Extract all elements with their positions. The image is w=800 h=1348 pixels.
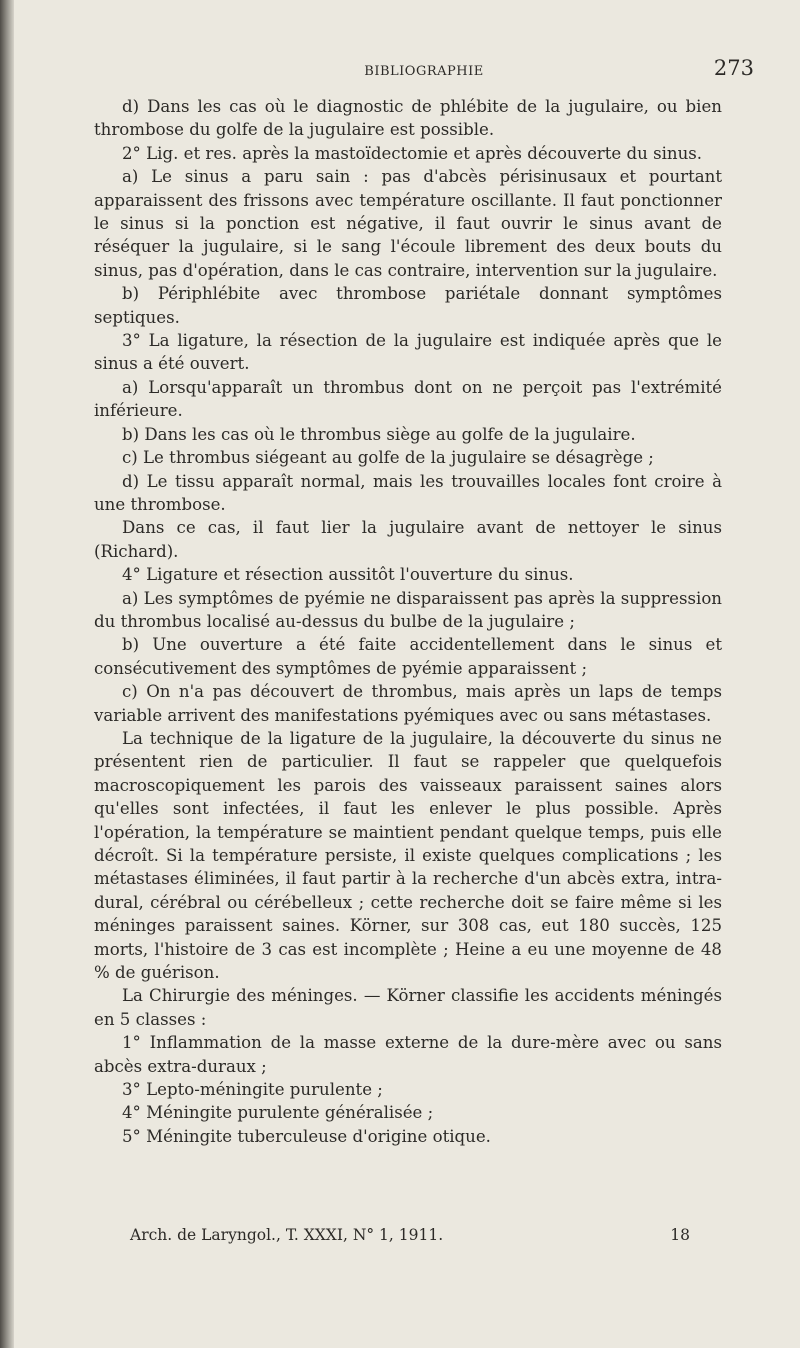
paragraph-a-sinus-healthy: a) Le sinus a paru sain : pas d'abcès périsinusaux et pourtant apparaissent des frissons avec température oscillante. Il faut ponctionner le sinus si la ponction est négative, il faut ouvrir le sinus avant de réséquer la jugulaire, si le sang l'écoule librement des deux bouts du sinus, pas d'opération, dans le cas contraire, intervention sur la jugulaire.: [94, 167, 722, 280]
list-item-1-inflammation: 1° Inflammation de la masse externe de la dure-mère avec ou sans abcès extra-duraux ;: [94, 1033, 722, 1076]
paragraph-a-pyemia-persist: a) Les symptômes de pyémie ne disparaissent pas après la suppression du thrombus localisé au-dessus du bulbe de la jugulaire ;: [94, 588, 722, 631]
paragraph-b-periphlebitis: b) Périphlébite avec thrombose pariétale donnant symptômes septiques.: [94, 284, 722, 327]
paragraph-d-diagnostic: d) Dans les cas où le diagnostic de phlébite de la jugulaire, ou bien thrombose du golfe de la jugulaire est possible.: [94, 97, 722, 140]
page-footer: [130, 1226, 690, 1244]
paragraph-b-thrombus-golfe: b) Dans les cas où le thrombus siège au golfe de la jugulaire.: [122, 424, 636, 444]
paragraph-c-thrombus-desagrege: c) Le thrombus siégeant au golfe de la jugulaire se désagrège ;: [122, 448, 654, 468]
book-spine-shadow: [0, 0, 14, 1348]
journal-citation: Arch. de Laryngol., T. XXXI, N° 1, 1911.: [130, 1226, 444, 1244]
page-header: [94, 56, 754, 86]
running-head: BIBLIOGRAPHIE: [364, 64, 484, 79]
signature-mark: 18: [670, 1226, 690, 1244]
paragraph-c-no-thrombus: c) On n'a pas découvert de thrombus, mais après un laps de temps variable arrivent des manifestations pyémiques avec ou sans métastases.: [94, 682, 722, 725]
paragraph-chirurgie-meninges: La Chirurgie des méninges. — Körner classifie les accidents méningés en 5 classes :: [94, 986, 722, 1029]
list-item-4-meningite-generalisee: 4° Méningite purulente généralisée ;: [122, 1103, 434, 1123]
paragraph-b-accidental-opening: b) Une ouverture a été faite accidentellement dans le sinus et consécutivement des symptômes de pyémie apparaissent ;: [94, 635, 722, 678]
page-body: [94, 95, 722, 1148]
page-number: 273: [713, 56, 754, 80]
paragraph-technique: La technique de la ligature de la jugulaire, la découverte du sinus ne présentent rien de particulier. Il faut se rappeler que quelquefois macroscopiquement les parois des vaisseaux paraissent saines alors qu'elles sont infectées, il faut les enlever le plus possible. Après l'opération, la température se maintient pendant quelque temps, puis elle décroît. Si la température persiste, il existe quelques complications ; les métastases éliminées, il faut partir à la recherche d'un abcès extra, intra-dural, cérébral ou cérébelleux ; cette recherche doit se faire même si les méninges paraissent saines. Körner, sur 308 cas, eut 180 succès, 125 morts, l'histoire de 3 cas est incomplète ; Heine a eu une moyenne de 48 % de guérison.: [94, 728, 722, 983]
list-item-3-lepto-meningite: 3° Lepto-méningite purulente ;: [122, 1080, 383, 1100]
paragraph-4-ligature-immediate: 4° Ligature et résection aussitôt l'ouverture du sinus.: [122, 565, 574, 585]
paragraph-a-thrombus-extremity: a) Lorsqu'apparaît un thrombus dont on ne perçoit pas l'extrémité inférieure.: [94, 377, 722, 421]
paragraph-3-ligature-resection: 3° La ligature, la résection de la jugulaire est indiquée après que le sinus a été ouvert.: [94, 331, 722, 374]
list-item-5-meningite-tuberculeuse: 5° Méningite tuberculeuse d'origine otique.: [122, 1126, 491, 1146]
book-page: [14, 0, 800, 1348]
paragraph-2-ligature-after-mastoidectomy: 2° Lig. et res. après la mastoïdectomie et après découverte du sinus.: [122, 143, 703, 163]
paragraph-richard: Dans ce cas, il faut lier la jugulaire avant de nettoyer le sinus (Richard).: [94, 518, 722, 561]
paragraph-d-tissue-normal: d) Le tissu apparaît normal, mais les trouvailles locales font croire à une thrombose.: [94, 471, 722, 514]
